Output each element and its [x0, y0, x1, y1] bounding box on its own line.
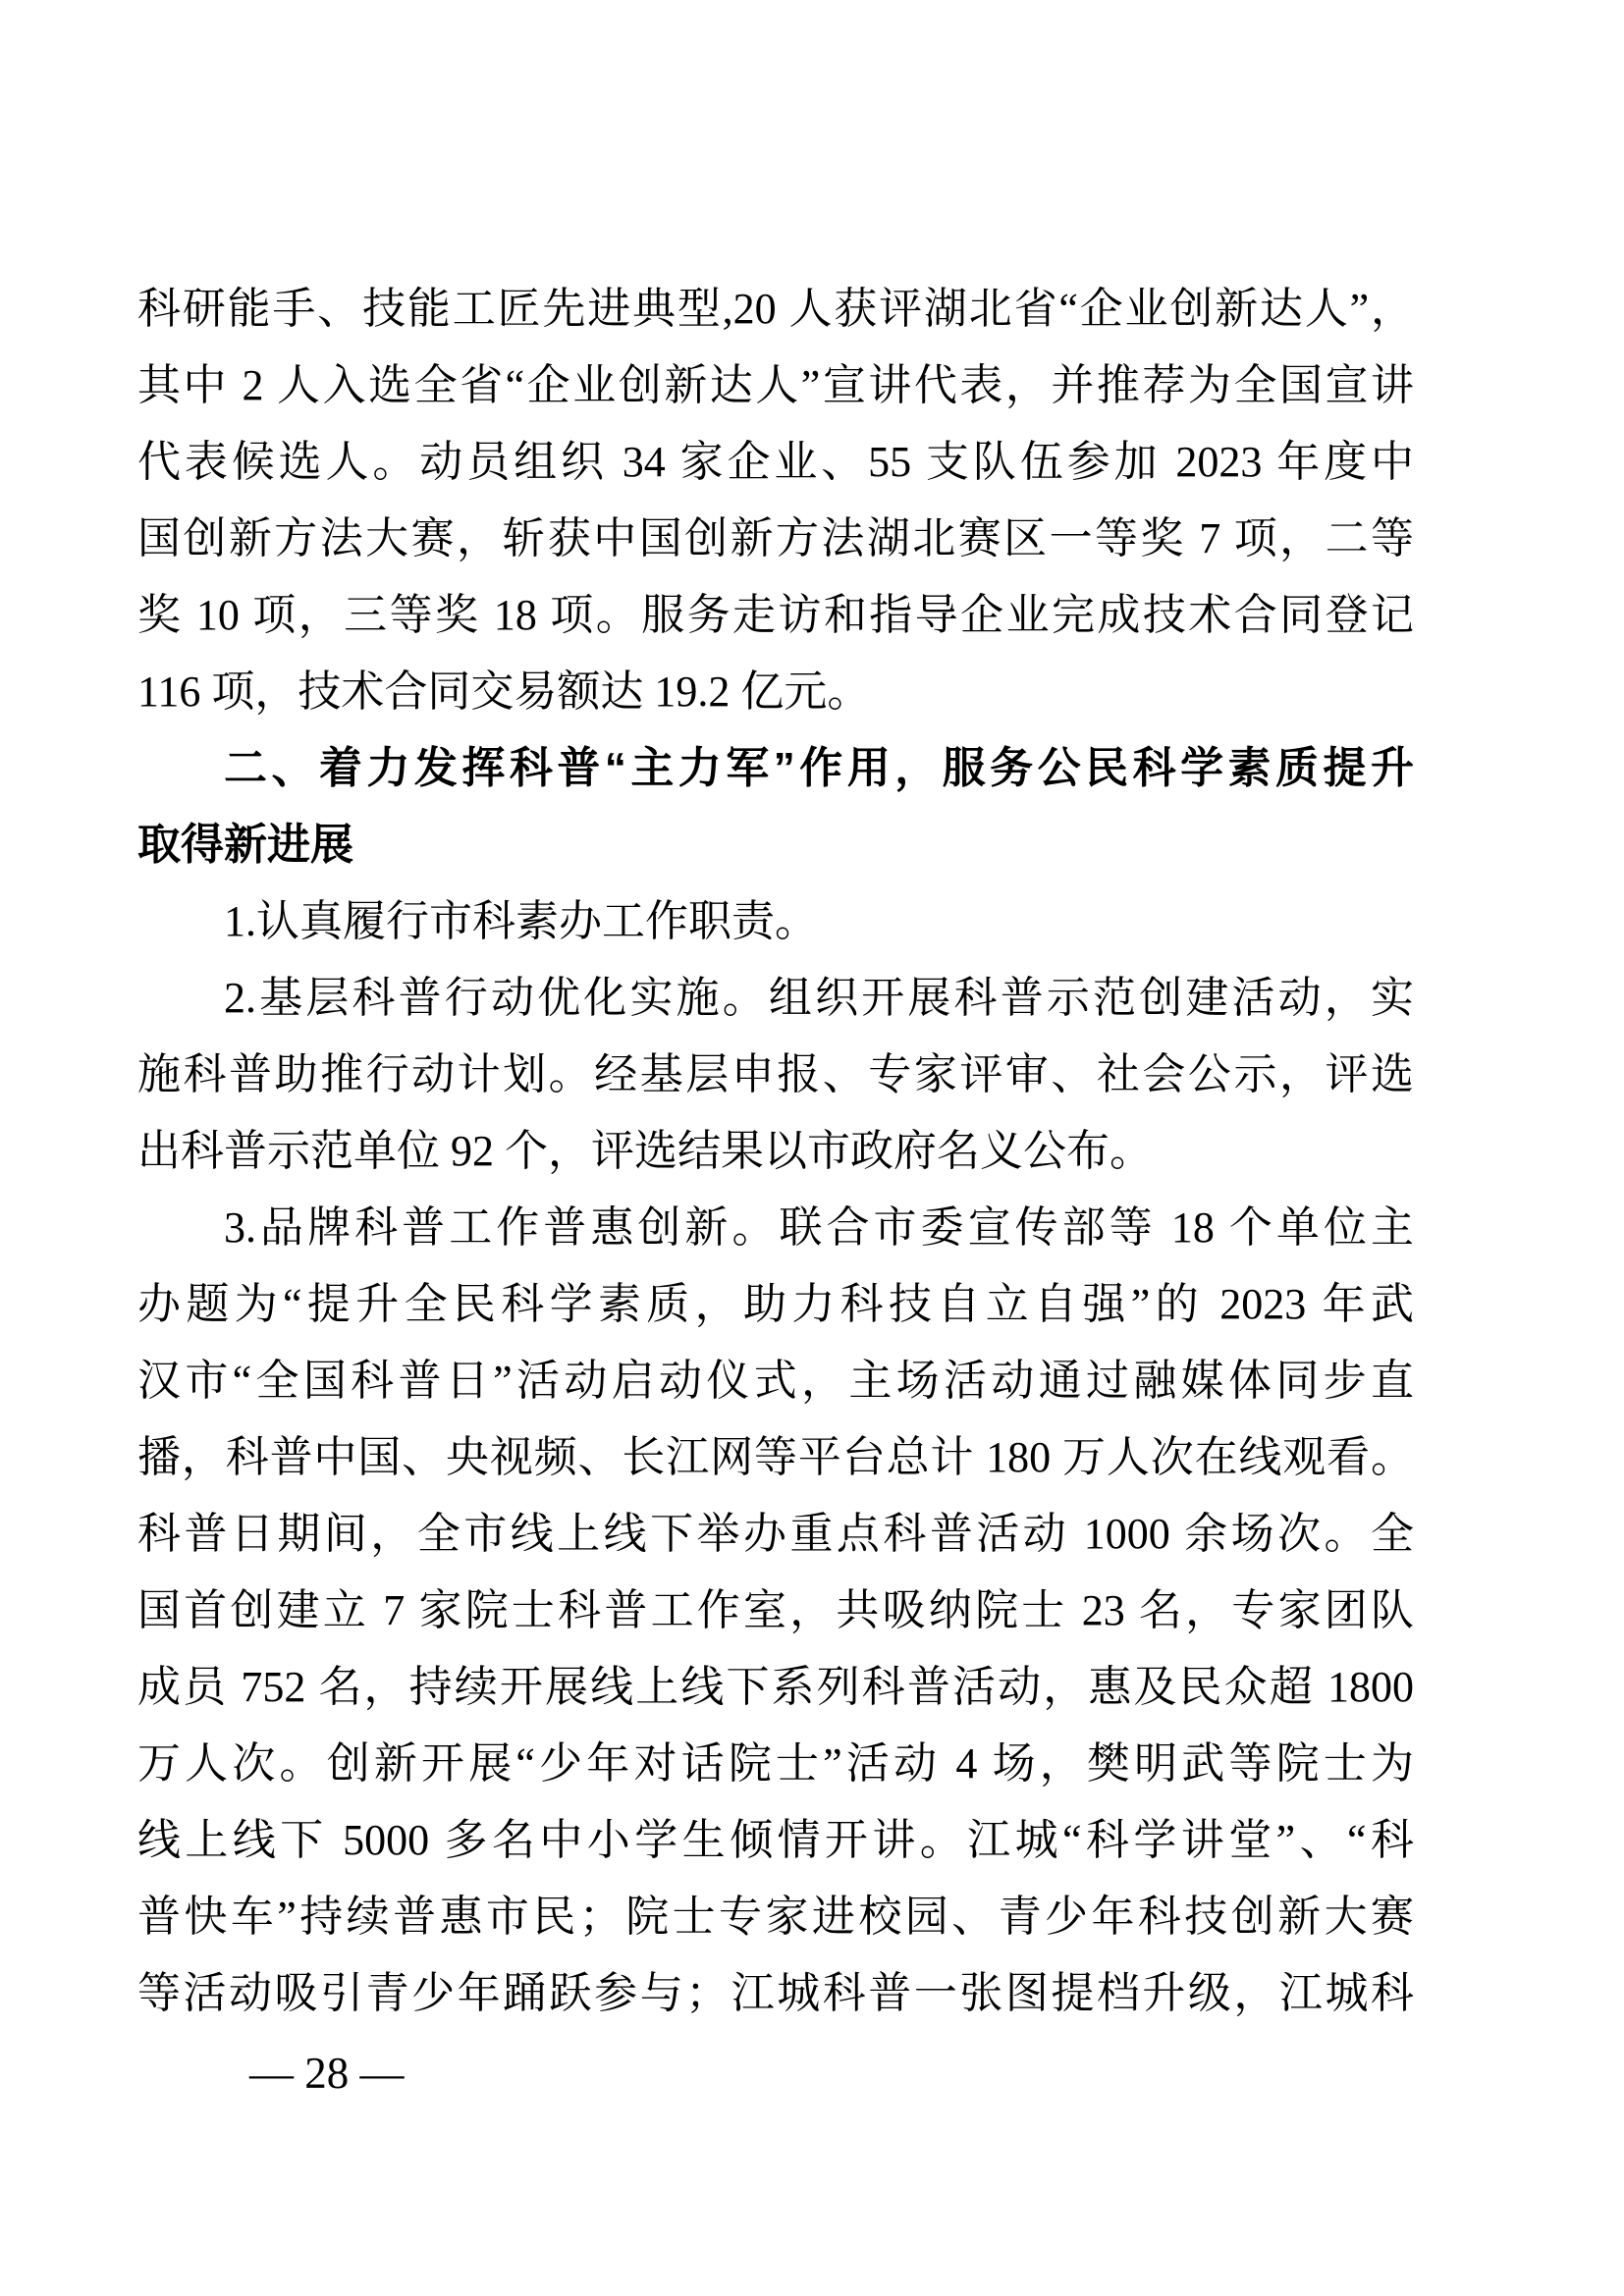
heading-line-8: 取得新进展 — [137, 821, 353, 869]
body-line-17: 科普日期间，全市线上线下举办重点科普活动 1000 余场次。全 — [137, 1510, 1414, 1558]
body-line-12: 出科普示范单位 92 个，评选结果以市政府名义公布。 — [137, 1127, 1153, 1175]
body-line-14: 办题为“提升全民科学素质，助力科技自立自强”的 2023 年武 — [137, 1280, 1414, 1328]
body-line-18: 国首创建立 7 家院士科普工作室，共吸纳院士 23 名，专家团队 — [137, 1586, 1414, 1634]
body-line-4: 国创新方法大赛，斩获中国创新方法湖北赛区一等奖 7 项，二等 — [137, 514, 1414, 562]
body-line-19: 成员 752 名，持续开展线上线下系列科普活动，惠及民众超 1800 — [137, 1663, 1414, 1711]
body-line-5: 奖 10 项，三等奖 18 项。服务走访和指导企业完成技术合同登记 — [137, 591, 1414, 639]
body-line-16: 播，科普中国、央视频、长江网等平台总计 180 万人次在线观看。 — [137, 1433, 1414, 1481]
body-line-3: 代表候选人。动员组织 34 家企业、55 支队伍参加 2023 年度中 — [137, 438, 1414, 486]
body-line-21: 线上线下 5000 多名中小学生倾情开讲。江城“科学讲堂”、“科 — [137, 1816, 1414, 1864]
body-line-13: 3.品牌科普工作普惠创新。联合市委宣传部等 18 个单位主 — [224, 1203, 1414, 1252]
body-line-9: 1.认真履行市科素办工作职责。 — [224, 897, 818, 945]
body-line-10: 2.基层科普行动优化实施。组织开展科普示范创建活动，实 — [224, 974, 1414, 1022]
body-line-20: 万人次。创新开展“少年对话院士”活动 4 场，樊明武等院士为 — [137, 1739, 1414, 1788]
heading-line-7: 二、着力发挥科普“主力军”作用，服务公民科学素质提升 — [224, 744, 1414, 792]
page-number: — 28 — — [249, 2049, 405, 2098]
body-text-block — [137, 271, 1414, 2032]
body-line-22: 普快车”持续普惠市民；院士专家进校园、青少年科技创新大赛 — [137, 1893, 1414, 1941]
body-line-6: 116 项，技术合同交易额达 19.2 亿元。 — [137, 667, 871, 716]
body-line-1: 科研能手、技能工匠先进典型,20 人获评湖北省“企业创新达人”， — [137, 285, 1414, 333]
body-line-2: 其中 2 人入选全省“企业创新达人”宣讲代表，并推荐为全国宣讲 — [137, 361, 1414, 409]
body-line-23: 等活动吸引青少年踊跃参与；江城科普一张图提档升级，江城科 — [137, 1969, 1414, 2017]
body-line-11: 施科普助推行动计划。经基层申报、专家评审、社会公示，评选 — [137, 1050, 1414, 1098]
body-line-15: 汉市“全国科普日”活动启动仪式，主场活动通过融媒体同步直 — [137, 1357, 1414, 1405]
